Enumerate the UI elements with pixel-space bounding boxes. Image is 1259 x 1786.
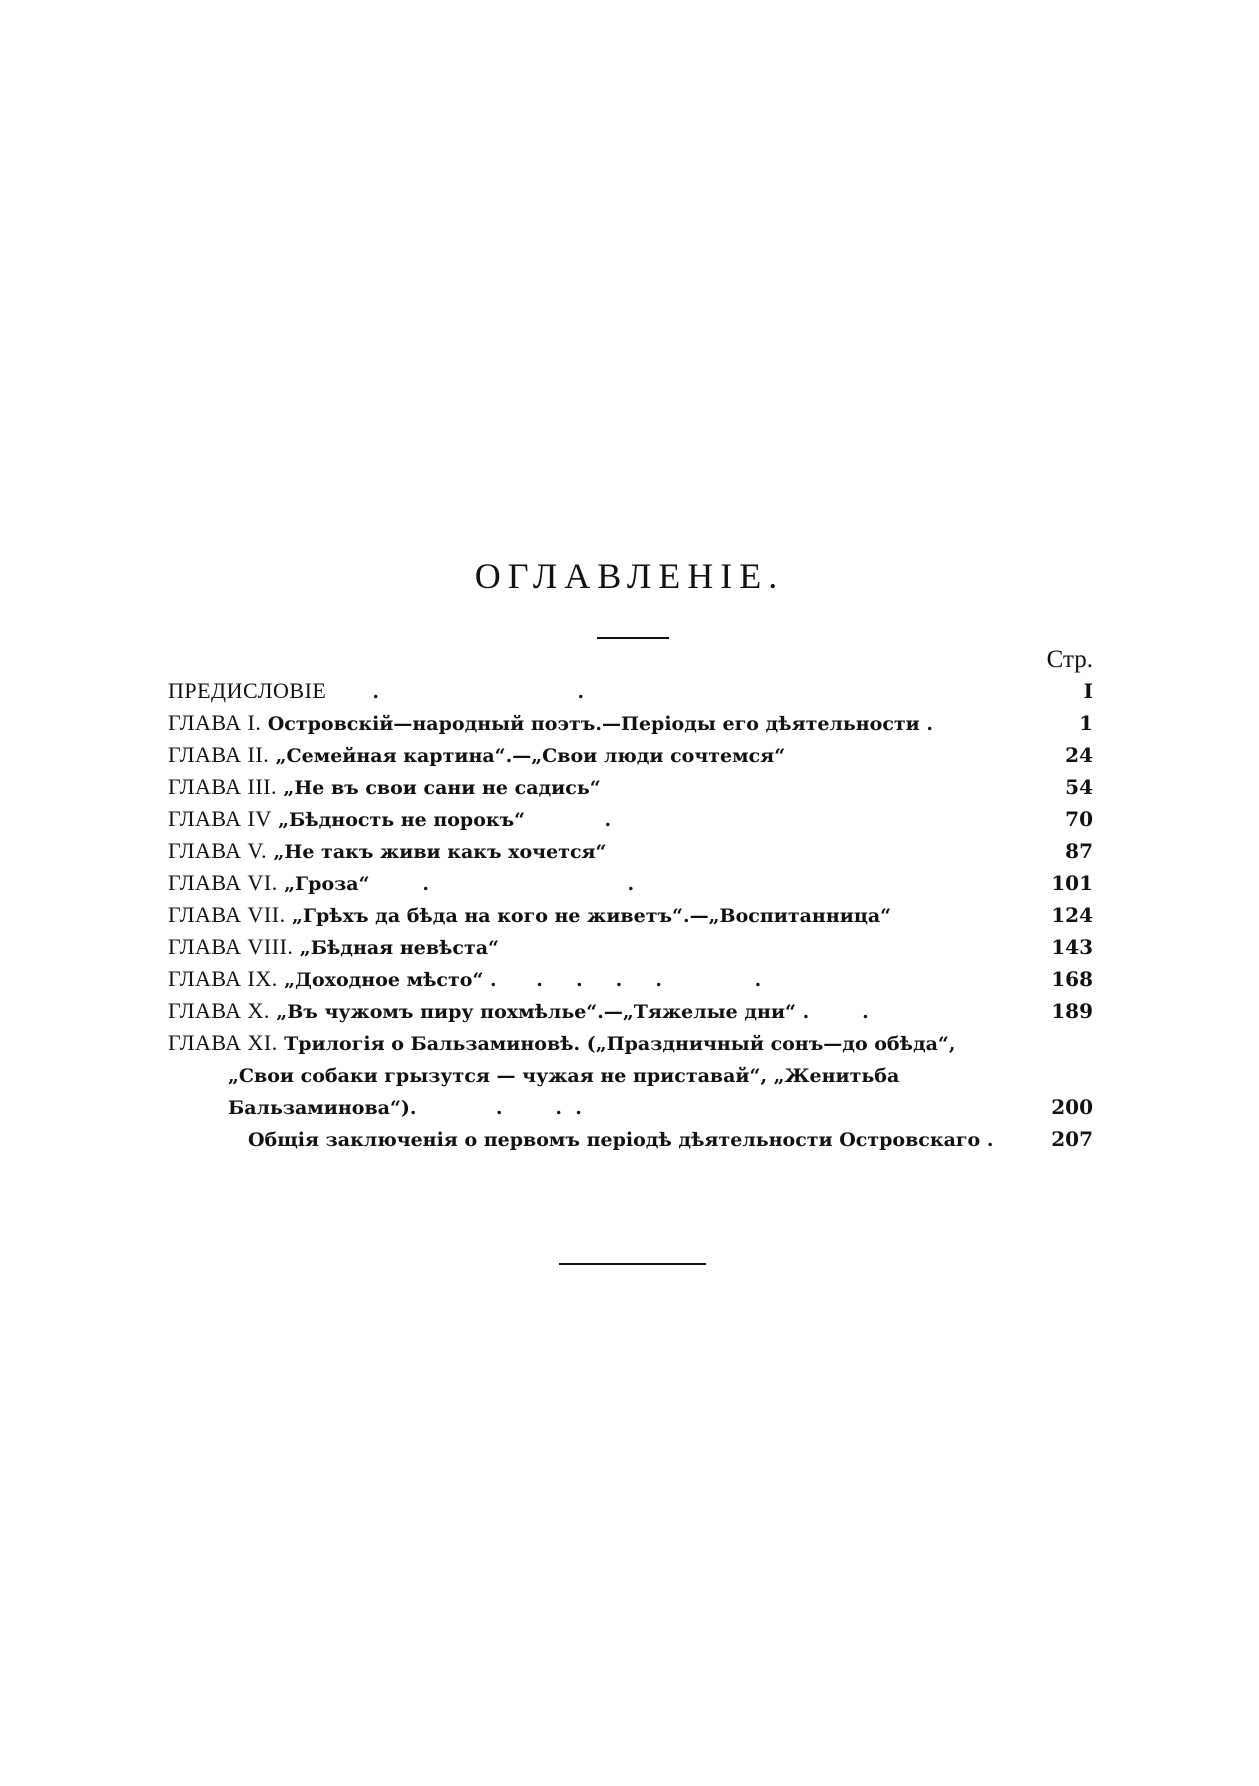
chapter-title: „Семейная картина“.—„Свои люди сочтемся“ bbox=[275, 745, 786, 767]
dot-leader: . . . . . bbox=[496, 969, 762, 991]
toc-entry-text bbox=[168, 1027, 1023, 1060]
toc-entry bbox=[168, 899, 1093, 931]
toc-entry bbox=[168, 867, 1093, 899]
table-of-contents bbox=[168, 645, 1093, 1155]
title-divider bbox=[597, 637, 669, 639]
page-number: 124 bbox=[1051, 903, 1093, 927]
page-number: 24 bbox=[1065, 743, 1093, 767]
toc-entry bbox=[168, 995, 1093, 1027]
page-number: 1 bbox=[1079, 711, 1093, 735]
chapter-title: Островскій—народный поэтъ.—Періоды его дѣятельности . bbox=[267, 713, 934, 735]
toc-entry-text bbox=[168, 835, 1023, 868]
chapter-title: „Бѣдная невѣста“ bbox=[299, 937, 499, 959]
page-number: I bbox=[1083, 679, 1093, 703]
dot-leader: . . bbox=[369, 873, 635, 895]
chapter-label: ГЛАВА VIII. bbox=[168, 934, 294, 959]
chapter-title: „Не въ свои сани не садись“ bbox=[283, 777, 601, 799]
page-number: 87 bbox=[1065, 839, 1093, 863]
toc-entry-text bbox=[168, 707, 1023, 740]
toc-entry-text bbox=[168, 1091, 1023, 1124]
page-number: 101 bbox=[1051, 871, 1093, 895]
toc-entry-text bbox=[168, 1123, 1023, 1156]
dot-leader: . bbox=[809, 1001, 869, 1023]
toc-entry-text bbox=[168, 995, 1023, 1028]
toc-entry bbox=[168, 739, 1093, 771]
toc-entry bbox=[168, 1091, 1093, 1123]
page-number: 54 bbox=[1065, 775, 1093, 799]
chapter-label: ГЛАВА IV bbox=[168, 806, 272, 831]
chapter-label: ГЛАВА II. bbox=[168, 742, 270, 767]
toc-entry-text bbox=[168, 771, 1023, 804]
dot-leader: . . bbox=[332, 681, 585, 703]
chapter-title: „Въ чужомъ пиру похмѣлье“.—„Тяжелые дни“ . bbox=[276, 1001, 810, 1023]
chapter-title: Трилогія о Бальзаминовѣ. („Праздничный сонъ—до обѣда“, bbox=[284, 1033, 956, 1055]
page-number: 200 bbox=[1051, 1095, 1093, 1119]
chapter-label: ПРЕДИСЛОВІЕ bbox=[168, 678, 327, 703]
chapter-title: „Грѣхъ да бѣда на кого не живетъ“.—„Воспитанница“ bbox=[291, 905, 892, 927]
chapter-title: „Доходное мѣсто“ . bbox=[284, 969, 497, 991]
chapter-label: ГЛАВА VII. bbox=[168, 902, 286, 927]
chapter-label: ГЛАВА XI. bbox=[168, 1030, 278, 1055]
page-number: 207 bbox=[1051, 1127, 1093, 1151]
chapter-title: „Свои собаки грызутся — чужая не приставай“, „Женитьба bbox=[228, 1065, 900, 1087]
toc-entry-text bbox=[168, 675, 1023, 708]
toc-entry bbox=[168, 963, 1093, 995]
page-number: 143 bbox=[1051, 935, 1093, 959]
dot-leader: . bbox=[525, 809, 612, 831]
toc-rows bbox=[168, 675, 1093, 1155]
toc-entry-text bbox=[168, 963, 1023, 996]
chapter-label: ГЛАВА VI. bbox=[168, 870, 278, 895]
page-number: 70 bbox=[1065, 807, 1093, 831]
page-number: 189 bbox=[1051, 999, 1093, 1023]
chapter-label: ГЛАВА I. bbox=[168, 710, 262, 735]
toc-entry bbox=[168, 803, 1093, 835]
toc-entry bbox=[168, 1027, 1093, 1059]
toc-entry-text bbox=[168, 739, 1023, 772]
page-title: ОГЛАВЛЕНІЕ. bbox=[474, 556, 785, 596]
toc-entry bbox=[168, 931, 1093, 963]
chapter-title: „Бѣдность не порокъ“ bbox=[278, 809, 526, 831]
toc-entry bbox=[168, 707, 1093, 739]
toc-entry-text bbox=[168, 931, 1023, 964]
toc-entry bbox=[168, 1059, 1093, 1091]
chapter-label: ГЛАВА IX. bbox=[168, 966, 278, 991]
chapter-title: „Не такъ живи какъ хочется“ bbox=[273, 841, 607, 863]
page-number: 168 bbox=[1051, 967, 1093, 991]
toc-entry-text bbox=[168, 867, 1023, 900]
toc-entry-text bbox=[168, 899, 1023, 932]
toc-entry-text bbox=[168, 1059, 1023, 1092]
chapter-label: ГЛАВА III. bbox=[168, 774, 278, 799]
toc-entry bbox=[168, 771, 1093, 803]
chapter-title: Общія заключенія о первомъ періодѣ дѣятельности Островскаго . bbox=[248, 1129, 994, 1151]
toc-entry-text bbox=[168, 803, 1023, 836]
toc-entry bbox=[168, 675, 1093, 707]
toc-entry bbox=[168, 1123, 1093, 1155]
chapter-label: ГЛАВА X. bbox=[168, 998, 270, 1023]
chapter-label: ГЛАВА V. bbox=[168, 838, 268, 863]
chapter-title: „Гроза“ bbox=[284, 873, 370, 895]
chapter-title: Бальзаминова“). bbox=[228, 1097, 417, 1119]
toc-entry bbox=[168, 835, 1093, 867]
closing-divider bbox=[559, 1263, 706, 1265]
dot-leader: . . . bbox=[416, 1097, 582, 1119]
page-column-header: Стр. bbox=[1046, 646, 1093, 673]
